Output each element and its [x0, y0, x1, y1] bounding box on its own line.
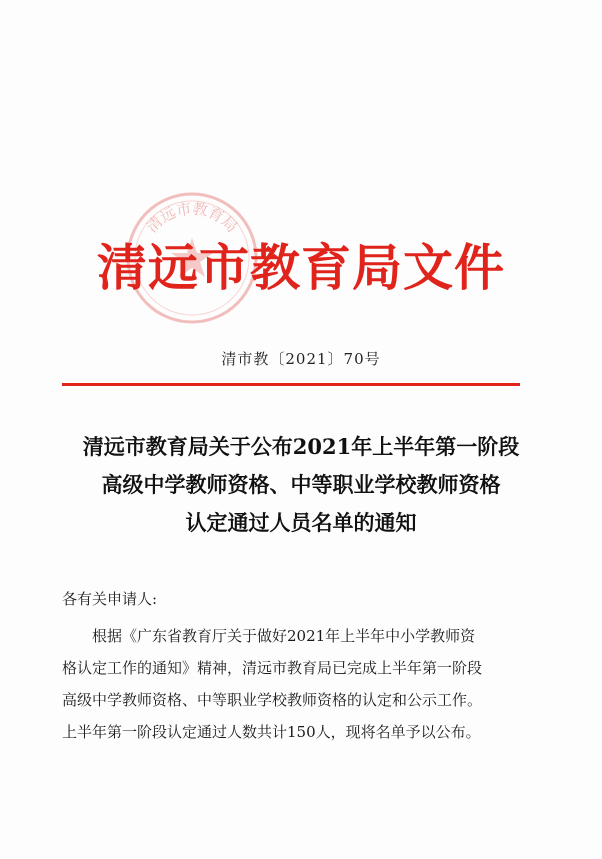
body-line: 高级中学教师资格、中等职业学校教师资格的认定和公示工作。	[62, 691, 483, 709]
body-line: 根据《广东省教育厅关于做好2021年上半年中小学教师资	[92, 627, 476, 645]
body-line: 格认定工作的通知》精神，清远市教育局已完成上半年第一阶段	[62, 659, 483, 677]
red-divider-line	[62, 383, 520, 386]
notice-title	[0, 428, 602, 542]
document-number: 清市教〔2021〕70号	[221, 350, 381, 368]
issuer-header-title: 清远市教育局文件	[97, 239, 505, 297]
body-paragraph	[62, 620, 540, 748]
seal-text: 清远市教育局	[142, 199, 242, 237]
notice-title-line: 高级中学教师资格、中等职业学校教师资格	[101, 472, 501, 497]
notice-title-line: 认定通过人员名单的通知	[185, 510, 417, 535]
notice-title-line: 清远市教育局关于公布2021年上半年第一阶段	[82, 434, 520, 459]
salutation: 各有关申请人:	[62, 590, 158, 608]
body-line: 上半年第一阶段认定通过人数共计150人，现将名单予以公布。	[62, 723, 481, 741]
